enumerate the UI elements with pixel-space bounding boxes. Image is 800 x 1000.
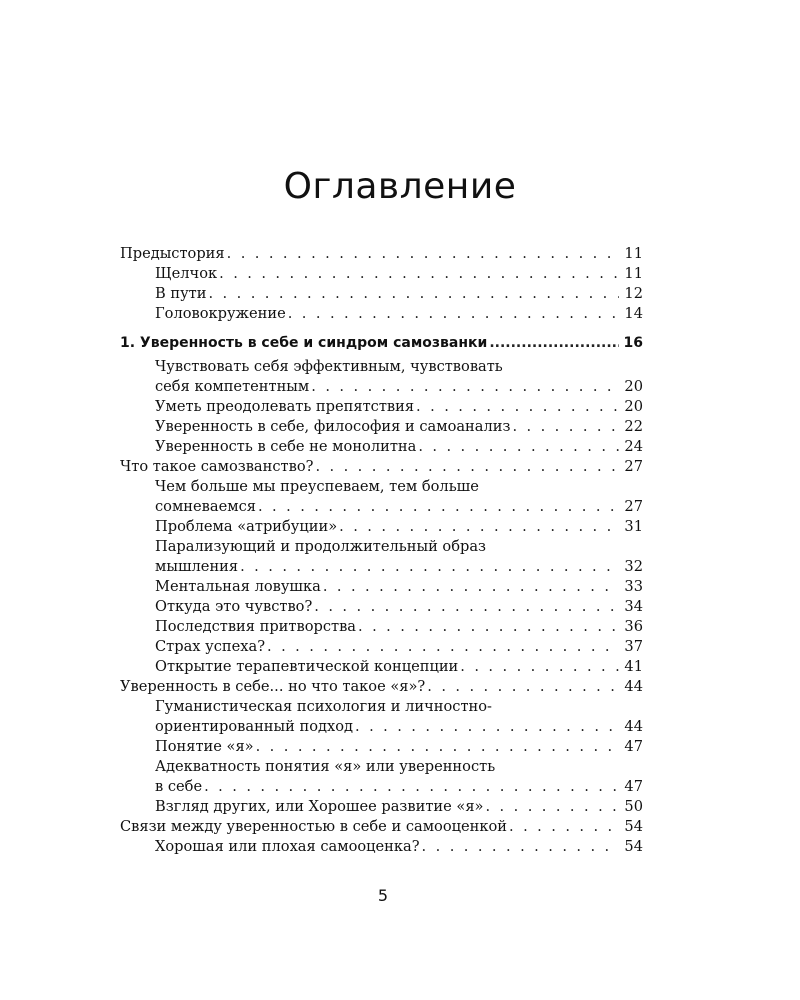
dot-leader: [358, 617, 619, 637]
dot-leader: [288, 304, 619, 324]
dot-leader: [323, 577, 619, 597]
toc-entry-title: Ментальная ловушка: [155, 578, 321, 595]
dot-leader: [204, 777, 619, 797]
toc-entry-title: ориентированный подход: [155, 718, 353, 735]
toc-section[interactable]: [120, 244, 643, 264]
toc-entry-page: 12: [624, 285, 643, 302]
toc-entry-title: Откуда это чувство?: [155, 598, 313, 615]
toc-subsection[interactable]: [120, 264, 643, 284]
toc-entry-page: 11: [624, 245, 643, 262]
toc-subsection[interactable]: [120, 304, 643, 324]
toc-entry-title: Проблема «атрибуции»: [155, 518, 338, 535]
toc-subsection[interactable]: [120, 417, 643, 437]
toc-chapter[interactable]: [120, 333, 643, 353]
toc-entry-continued-line: Гуманистическая психология и личностно-: [155, 698, 492, 715]
toc-subsection[interactable]: [120, 597, 643, 617]
toc-entry-title: сомневаемся: [155, 498, 256, 515]
toc-entry-page: 41: [624, 658, 643, 675]
toc-entry-page: 32: [624, 558, 643, 575]
toc-entry-title: Головокружение: [155, 305, 286, 322]
toc-entry-continued-line: Чувствовать себя эффективным, чувствовать: [155, 358, 503, 375]
toc-subsection[interactable]: [120, 397, 643, 417]
dot-leader: [512, 417, 619, 437]
dot-leader: [256, 737, 619, 757]
dot-leader: [227, 244, 619, 264]
dot-leader: [267, 637, 619, 657]
toc-entry-title: Связи между уверенностью в себе и самооценкой: [120, 818, 508, 835]
toc-entry-page: 54: [624, 838, 643, 855]
toc-entry-title: Хорошая или плохая самооценка?: [155, 838, 420, 855]
toc-entry-title: Уверенность в себе не монолитна: [155, 438, 417, 455]
toc-subsection[interactable]: [120, 497, 643, 517]
toc-entry-title: В пути: [155, 285, 207, 302]
dot-leader: [314, 597, 619, 617]
dot-leader: [418, 437, 619, 457]
toc-entry-title: Уметь преодолевать препятствия: [155, 398, 415, 415]
toc-entry-page: 50: [624, 798, 643, 815]
toc-entry-continued-line: Чем больше мы преуспеваем, тем больше: [155, 478, 479, 495]
toc-subsection[interactable]: [120, 617, 643, 637]
toc-subsection[interactable]: [120, 657, 643, 677]
toc-entry-page: 11: [624, 265, 643, 282]
toc-entry-page: 22: [624, 418, 643, 435]
toc-entry-continued-line: Парализующий и продолжительный образ: [155, 538, 487, 555]
toc-entry-page: 27: [624, 498, 643, 515]
dot-leader: [509, 817, 619, 837]
toc-entry-page: 44: [624, 678, 643, 695]
dot-leader: [355, 717, 619, 737]
dot-leader: [489, 333, 619, 353]
toc-subsection[interactable]: [120, 284, 643, 304]
page-number: 5: [377, 886, 389, 905]
dot-leader: [208, 284, 619, 304]
toc-entry-page: 37: [624, 638, 643, 655]
toc-subsection[interactable]: [120, 837, 643, 857]
toc-entry-title: 1. Уверенность в себе и синдром самозванки: [120, 335, 488, 351]
dot-leader: [339, 517, 619, 537]
toc-entry-title: Открытие терапевтической концепции: [155, 658, 459, 675]
toc-subsection[interactable]: [120, 637, 643, 657]
toc-entry-page: 27: [624, 458, 643, 475]
toc-entry-page: 34: [624, 598, 643, 615]
dot-leader: [485, 797, 619, 817]
toc-entry-title: Щелчок: [155, 265, 218, 282]
toc-entry-title: Что такое самозванство?: [120, 458, 314, 475]
toc-entry-title: Взгляд других, или Хорошее развитие «я»: [155, 798, 484, 815]
toc-entry-page: 54: [624, 818, 643, 835]
toc-entry-page: 47: [624, 778, 643, 795]
page-title: Оглавление: [283, 166, 517, 207]
toc-entry-title: Уверенность в себе, философия и самоанализ: [155, 418, 511, 435]
toc-entry-page: 14: [624, 305, 643, 322]
dot-leader: [416, 397, 619, 417]
toc-entry-title: Понятие «я»: [155, 738, 254, 755]
toc-entry-page: 24: [624, 438, 643, 455]
toc-subsection[interactable]: [120, 577, 643, 597]
table-of-contents: [120, 244, 643, 857]
toc-subsection[interactable]: [120, 797, 643, 817]
dot-leader: [460, 657, 619, 677]
toc-subsection[interactable]: [120, 717, 643, 737]
toc-entry-page: 20: [624, 378, 643, 395]
toc-entry-page: 33: [624, 578, 643, 595]
toc-entry-title: Предыстория: [120, 245, 225, 262]
toc-entry-continued-line: Адекватность понятия «я» или уверенность: [155, 758, 496, 775]
dot-leader: [240, 557, 619, 577]
toc-entry-page: 31: [624, 518, 643, 535]
dot-leader: [427, 677, 619, 697]
toc-subsection[interactable]: [120, 777, 643, 797]
toc-subsection[interactable]: [120, 377, 643, 397]
toc-entry-page: 16: [623, 335, 643, 351]
toc-subsection[interactable]: [120, 517, 643, 537]
toc-subsection[interactable]: [120, 557, 643, 577]
dot-leader: [315, 457, 619, 477]
toc-entry-page: 44: [624, 718, 643, 735]
toc-entry-title: себя компетентным: [155, 378, 310, 395]
dot-leader: [258, 497, 619, 517]
toc-subsection[interactable]: [120, 737, 643, 757]
toc-entry-page: 47: [624, 738, 643, 755]
dot-leader: [422, 837, 619, 857]
toc-entry-title: Последствия притворства: [155, 618, 356, 635]
toc-entry-title: Уверенность в себе... но что такое «я»?: [120, 678, 426, 695]
toc-section[interactable]: [120, 817, 643, 837]
toc-entry-title: мышления: [155, 558, 239, 575]
toc-entry-page: 36: [624, 618, 643, 635]
toc-entry-title: Страх успеха?: [155, 638, 266, 655]
dot-leader: [311, 377, 619, 397]
toc-section[interactable]: [120, 457, 643, 477]
toc-entry-page: 20: [624, 398, 643, 415]
toc-section[interactable]: [120, 677, 643, 697]
dot-leader: [219, 264, 619, 284]
toc-entry-title: в себе: [155, 778, 203, 795]
toc-subsection[interactable]: [120, 437, 643, 457]
